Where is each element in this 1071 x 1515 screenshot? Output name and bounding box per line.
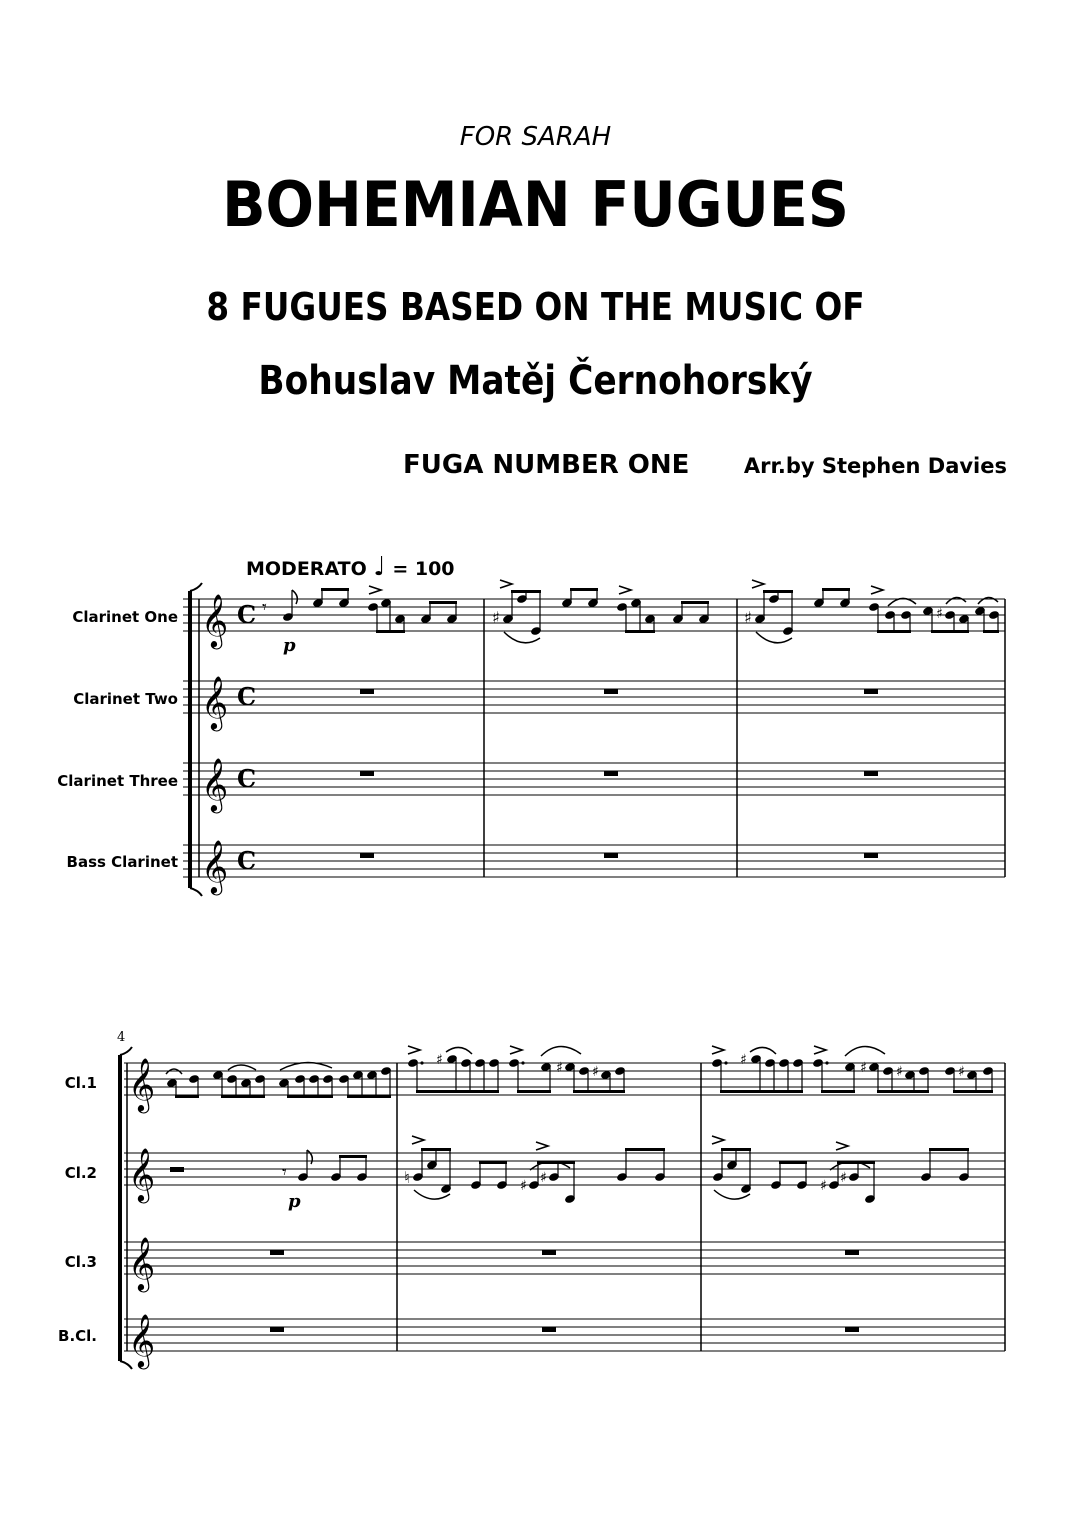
- piece-title: FUGA NUMBER ONE: [403, 450, 690, 480]
- instrument-name-cl2: Cl.2: [64, 1164, 97, 1182]
- tempo-bpm: 100: [414, 558, 455, 580]
- whole-rest-icon: [542, 1250, 556, 1255]
- score-title: BOHEMIAN FUGUES: [222, 168, 849, 241]
- staff-cl2: [124, 1153, 1005, 1185]
- sharp-icon: ♯: [492, 608, 500, 627]
- common-time-icon: C: [237, 764, 257, 793]
- sharp-icon: ♯: [436, 1052, 443, 1068]
- cl1-measure-4-notes: [166, 1062, 392, 1098]
- staff-clarinet-two: [183, 681, 1005, 713]
- whole-rest-icon: [360, 771, 374, 776]
- treble-clef-icon: 𝄞: [201, 593, 229, 647]
- sharp-icon: ♯: [860, 1060, 867, 1076]
- instrument-name-cl1: Cl.1: [64, 1074, 97, 1092]
- system-bracket: [118, 1055, 122, 1361]
- sharp-icon: ♯: [936, 606, 943, 622]
- slur: [888, 598, 916, 606]
- staff-cl3: [124, 1242, 1005, 1274]
- cl2-measure-4-notes: [170, 1150, 368, 1212]
- treble-clef-icon: 𝄞: [201, 675, 229, 729]
- whole-rest-icon: [360, 853, 374, 858]
- sharp-icon: ♯: [556, 1060, 563, 1076]
- common-time-icon: C: [237, 846, 257, 875]
- staff-clarinet-three: [183, 763, 1005, 795]
- instrument-name-bass-clarinet: Bass Clarinet: [66, 853, 178, 871]
- instrument-name-bcl: B.Cl.: [58, 1327, 97, 1345]
- system-1: [183, 580, 1005, 896]
- sharp-icon: ♯: [958, 1064, 965, 1080]
- quarter-note-icon: ♩: [373, 552, 386, 582]
- measure-number: 4: [117, 1030, 126, 1045]
- sharp-icon: ♯: [896, 1064, 903, 1080]
- whole-rest-icon: [864, 771, 878, 776]
- sharp-icon: ♯: [840, 1170, 847, 1186]
- eighth-rest-icon: 𝄾: [282, 1162, 287, 1183]
- instrument-name-clarinet-three: Clarinet Three: [57, 772, 178, 790]
- whole-rest-icon: [604, 771, 618, 776]
- cl2-measure-5-notes: [404, 1148, 666, 1204]
- treble-clef-icon: 𝄞: [128, 1147, 156, 1201]
- whole-rest-icon: [604, 853, 618, 858]
- bracket-top-hook: [120, 1047, 132, 1055]
- sharp-icon: ♯: [740, 1052, 747, 1068]
- clarinet-one-measure-1-notes: [262, 588, 458, 656]
- dynamic-piano: p: [288, 1191, 301, 1212]
- sharp-icon: ♯: [744, 608, 752, 627]
- slur: [978, 597, 998, 604]
- whole-rest-icon: [542, 1327, 556, 1332]
- common-time-icon: C: [237, 600, 257, 629]
- dynamic-piano: p: [283, 635, 296, 656]
- tempo-text: MODERATO: [246, 558, 367, 580]
- natural-icon: ♮: [404, 1168, 410, 1187]
- whole-rest-icon: [864, 689, 878, 694]
- sharp-icon: ♯: [592, 1064, 599, 1080]
- staff-bass-clarinet: [183, 845, 1005, 877]
- cl2-measure-6-notes: [712, 1148, 970, 1204]
- arranger-credit: Arr.by Stephen Davies: [743, 454, 1007, 478]
- half-rest-icon: [170, 1167, 184, 1172]
- treble-clef-icon: 𝄞: [201, 839, 229, 893]
- treble-clef-icon: 𝄞: [201, 757, 229, 811]
- whole-rest-icon: [864, 853, 878, 858]
- subtitle-line-2: Bohuslav Matěj Černohorský: [258, 358, 813, 404]
- staff-bcl: [124, 1319, 1005, 1351]
- whole-rest-icon: [360, 689, 374, 694]
- whole-rest-icon: [270, 1250, 284, 1255]
- cl1-measure-5-notes: [407, 1046, 626, 1093]
- system-bracket: [188, 591, 192, 888]
- treble-clef-icon: 𝄞: [128, 1236, 156, 1290]
- tempo-equals: =: [392, 558, 409, 580]
- sharp-icon: ♯: [540, 1170, 547, 1186]
- instrument-name-clarinet-two: Clarinet Two: [73, 690, 178, 708]
- slur: [946, 597, 966, 604]
- instrument-name-clarinet-one: Clarinet One: [72, 608, 178, 626]
- treble-clef-icon: 𝄞: [128, 1057, 156, 1111]
- dedication: FOR SARAH: [459, 122, 612, 152]
- eighth-rest-icon: 𝄾: [262, 597, 267, 618]
- whole-rest-icon: [845, 1250, 859, 1255]
- bracket-top-hook: [190, 583, 202, 591]
- instrument-name-cl3: Cl.3: [64, 1253, 97, 1271]
- whole-rest-icon: [604, 689, 618, 694]
- common-time-icon: C: [237, 682, 257, 711]
- sharp-icon: ♯: [820, 1178, 827, 1194]
- accent-marks: [369, 580, 883, 594]
- sharp-icon: ♯: [520, 1178, 527, 1194]
- whole-rest-icon: [845, 1327, 859, 1332]
- treble-clef-icon: 𝄞: [128, 1313, 156, 1367]
- whole-rest-icon: [270, 1327, 284, 1332]
- system-2: [118, 1046, 1005, 1369]
- cl1-measure-6-notes: [711, 1046, 994, 1093]
- subtitle-line-1: 8 FUGUES BASED ON THE MUSIC OF: [206, 285, 865, 329]
